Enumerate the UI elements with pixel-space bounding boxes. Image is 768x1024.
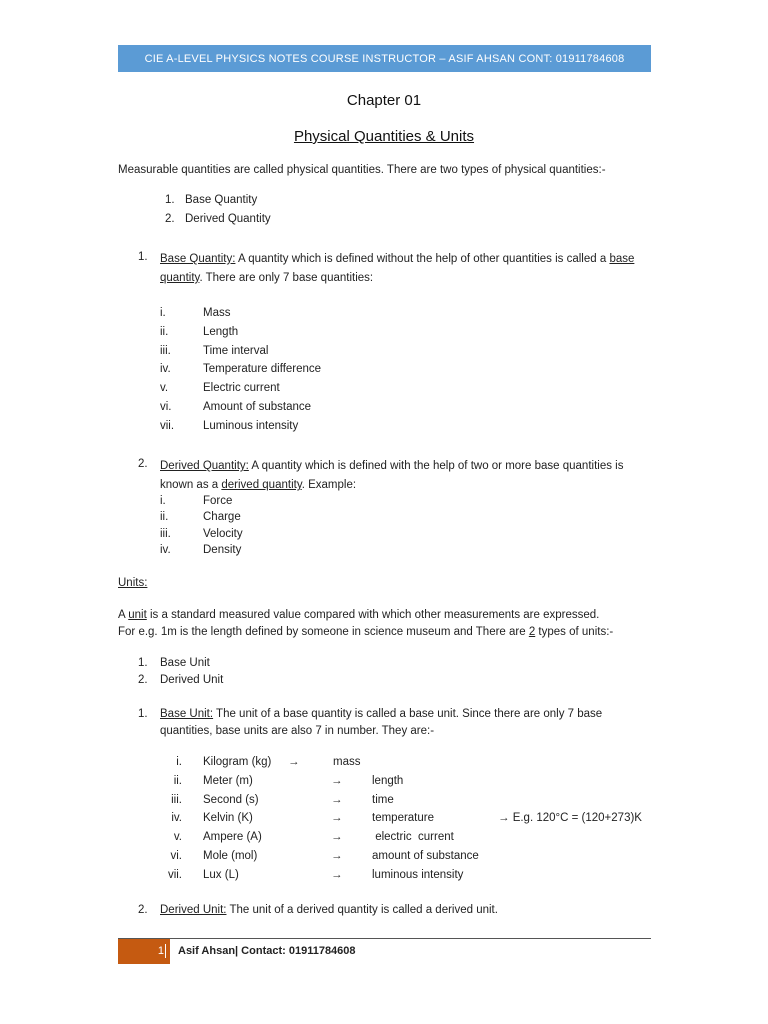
derived-unit-paragraph [160,904,498,916]
list-item: Amount of substance [203,401,312,413]
list-item: Luminous intensity [203,419,299,432]
units-def-term: unit [128,609,147,621]
arrow-icon: → [288,756,300,768]
table-cell-quantity: time [372,793,394,806]
arrow-icon: → [331,774,343,787]
footer-contact: Asif Ahsan| Contact: 01911784608 [178,945,356,957]
list-number: v. [160,382,169,395]
list-number: 1. [138,657,148,669]
table-cell-number: iii. [171,793,182,806]
header-banner-text: CIE A-LEVEL PHYSICS NOTES COURSE INSTRUCTOR – ASIF AHSAN CONT: 01911784608 [144,52,625,65]
table-cell-quantity: amount of substance [372,850,479,862]
base-quantity-paragraph [160,250,655,288]
table-cell-number: vi. [170,850,182,862]
derived-unit-text: The unit of a derived quantity is called a derived unit. [226,904,498,916]
table-cell-number: vii. [167,868,182,881]
list-item: Base Unit [160,657,210,669]
list-item: Electric current [203,382,280,395]
units-def-rest: is a standard measured value compared with which other measurements are expressed. [146,609,600,621]
list-item: Temperature difference [203,363,322,376]
list-number: iv. [160,363,171,376]
text-cursor [165,944,166,958]
page-title-text: Physical Quantities & Units [293,128,475,145]
table-cell-quantity: temperature [372,812,435,825]
list-item: Base Quantity [185,194,258,206]
list-number: i. [160,307,166,319]
page-title [0,128,768,145]
table-cell-unit: Meter (m) [203,774,253,787]
arrow-icon: → [331,793,343,806]
list-item: Mass [203,307,231,319]
section-number: 1. [138,251,148,263]
list-number: iii. [160,527,171,540]
list-number: vii. [160,419,175,432]
section-number: 2. [138,904,148,916]
list-item: Force [203,495,233,507]
list-item: Velocity [203,527,243,540]
list-item: Time interval [203,344,269,357]
list-item: Derived Unit [160,674,224,686]
table-cell-quantity: mass [333,756,361,768]
table-cell-quantity: luminous intensity [372,868,464,881]
list-number: iii. [160,344,171,357]
derived-quantity-term: derived quantity [221,479,302,491]
table-cell-number: ii. [173,774,182,787]
table-cell-number: iv. [171,812,182,825]
page-number: 1 [157,945,164,957]
page-number-box [118,939,170,964]
base-unit-paragraph [160,706,655,740]
units-example-number: 2 [528,626,536,638]
list-item: Density [203,543,242,556]
table-cell-unit: Ampere (A) [203,831,262,844]
table-cell-unit: Mole (mol) [203,850,258,862]
derived-quantity-paragraph [160,457,655,495]
list-item: Derived Quantity [185,213,271,225]
arrow-icon: → [331,868,343,881]
table-cell-quantity: electric current [372,831,454,844]
base-quantity-text-end: . There are only 7 base quantities: [199,272,374,284]
header-banner [118,45,651,72]
intro-paragraph: Measurable quantities are called physical quantities. There are two types of physical quantities:- [118,164,606,176]
base-unit-text: The unit of a base quantity is called a base unit. Since there are only 7 base quantities, base units are also 7 in number. They are:- [160,708,603,737]
section-number: 2. [138,458,148,470]
arrow-icon: → [331,831,343,844]
list-number: 1. [165,194,175,206]
derived-quantity-text-end: . Example: [301,479,357,491]
base-quantity-heading: Base Quantity: [160,253,236,265]
list-number: 2. [138,674,148,686]
units-example-text: For e.g. 1m is the length defined by someone in science museum and There are [118,626,529,638]
table-cell-unit: Second (s) [203,793,259,806]
arrow-icon: → [331,812,343,825]
list-number: iv. [160,543,171,556]
table-cell-unit: Lux (L) [203,868,239,881]
units-example [118,626,613,638]
units-example-end: types of units:- [535,626,614,638]
list-number: 2. [165,213,175,225]
chapter-heading: Chapter 01 [346,92,422,109]
list-item: Charge [203,511,241,524]
base-quantity-term: base quantity [160,253,635,284]
derived-quantity-heading: Derived Quantity: [160,460,249,472]
base-unit-heading: Base Unit: [160,708,214,720]
table-cell-unit: Kelvin (K) [203,812,253,825]
list-number: ii. [160,511,169,524]
table-cell-number: i. [176,756,182,768]
list-number: ii. [160,325,169,338]
table-cell-quantity: length [372,774,404,787]
section-number: 1. [138,708,148,720]
list-number: i. [160,495,166,507]
base-quantity-text: A quantity which is defined without the help of other quantities is called a [235,253,610,265]
units-definition [118,609,599,621]
table-cell-unit: Kilogram (kg) [203,756,272,768]
table-cell-note: → E.g. 120°C = (120+273)K [498,812,642,825]
list-number: vi. [160,401,172,413]
table-cell-number: v. [173,831,182,844]
units-heading: Units: [118,577,148,589]
arrow-icon: → [331,850,343,862]
list-item: Length [203,325,239,338]
units-def-a: A [118,609,129,621]
derived-unit-heading: Derived Unit: [160,904,227,916]
derived-quantity-text: A quantity which is defined with the help of two or more base quantities is known as a [160,460,624,491]
footer-rule [118,938,651,939]
